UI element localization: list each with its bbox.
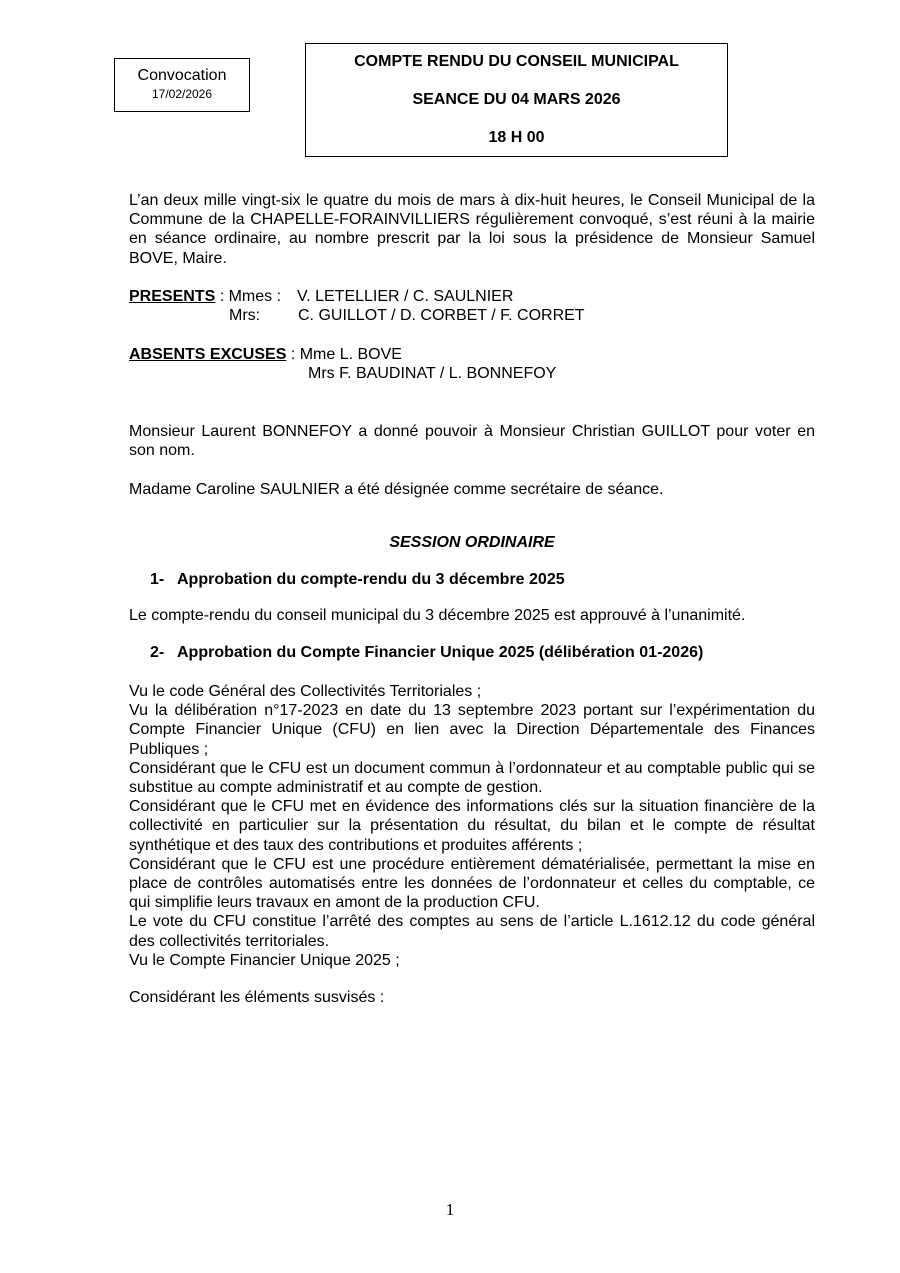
presents-mrs: C. GUILLOT / D. CORBET / F. CORRET [298, 307, 585, 324]
absents-label: ABSENTS EXCUSES [129, 346, 287, 363]
convocation-date: 17/02/2026 [151, 87, 213, 101]
item-2-paragraph: Vu le Compte Financier Unique 2025 ; [129, 951, 400, 969]
item-2-title: Approbation du Compte Financier Unique 2025 (délibération 01-2026) [177, 644, 704, 661]
seance-time: 18 H 00 [488, 129, 545, 146]
secretaire-paragraph: Madame Caroline SAULNIER a été désignée comme secrétaire de séance. [129, 481, 664, 498]
presents-mmes-label: Mmes : [228, 288, 282, 305]
pouvoir-paragraph: Monsieur Laurent BONNEFOY a donné pouvoir à Monsieur Christian GUILLOT pour voter en son nom. [129, 423, 815, 460]
item-2-paragraph: Considérant que le CFU est un document commun à l’ordonnateur et au comptable public qui se substitue au compte administratif et au compte de gestion. [129, 759, 815, 797]
presents-separator: : [215, 288, 229, 305]
presents-label: PRESENTS [129, 288, 216, 305]
item-2-paragraph: Le vote du CFU constitue l’arrêté des comptes au sens de l’article L.1612.12 du code général des collectivités territoriales. [129, 913, 815, 950]
item-2-paragraph: Vu le code Général des Collectivités Territoriales ; [129, 683, 482, 700]
presents-line [129, 287, 281, 306]
convocation-label: Convocation [137, 67, 227, 84]
title-box [305, 43, 728, 157]
item-1-text: Le compte-rendu du conseil municipal du 3 décembre 2025 est approuvé à l’unanimité. [129, 607, 746, 624]
item-2-paragraph: Considérant que le CFU est une procédure entièrement dématérialisée, permettant la mise en place de contrôles automatisés entre les données de l’ordonnateur et celles du comptable, ce qui simplifie leurs travaux en amont de la production CFU. [129, 855, 815, 912]
convocation-box [114, 58, 250, 112]
absents-line1: Mme L. BOVE [299, 346, 402, 363]
seance-date: SEANCE DU 04 MARS 2026 [412, 91, 621, 108]
session-title: SESSION ORDINAIRE [389, 534, 555, 551]
item-1-title: Approbation du compte-rendu du 3 décembre 2025 [177, 571, 565, 588]
presents-mrs-label: Mrs: [229, 307, 261, 324]
document-title: COMPTE RENDU DU CONSEIL MUNICIPAL [354, 53, 679, 70]
presents-mmes: V. LETELLIER / C. SAULNIER [297, 288, 514, 305]
item-1-heading [150, 570, 565, 589]
item-2-paragraph: Considérant que le CFU met en évidence des informations clés sur la situation financière de la collectivité en particulier sur la présentation du résultat, du bilan et le compte de résultat synthétique et des taux des contributions et produites afférents ; [129, 798, 815, 854]
absents-line [129, 345, 402, 364]
absents-separator: : [286, 346, 300, 363]
item-2-body [129, 682, 815, 970]
item-2-heading [150, 643, 703, 662]
page-number: 1 [445, 1200, 455, 1219]
item-1-number: 1- [150, 571, 165, 588]
item-2-closing: Considérant les éléments susvisés : [129, 989, 385, 1006]
intro-paragraph: L’an deux mille vingt-six le quatre du mois de mars à dix-huit heures, le Conseil Municipal de la Commune de la CHAPELLE-FORAINVILLIERS régulièrement convoqué, s’est réuni à la mairie en séance ordinaire, au nombre prescrit par la loi sous la présidence de Monsieur Samuel BOVE, Maire. [129, 192, 815, 267]
item-2-paragraph: Vu la délibération n°17-2023 en date du 13 septembre 2023 portant sur l’expérimentation du Compte Financier Unique (CFU) en lien avec la Direction Départementale des Finances Publiques ; [129, 702, 815, 758]
absents-line2: Mrs F. BAUDINAT / L. BONNEFOY [308, 365, 557, 382]
item-2-number: 2- [150, 644, 165, 661]
